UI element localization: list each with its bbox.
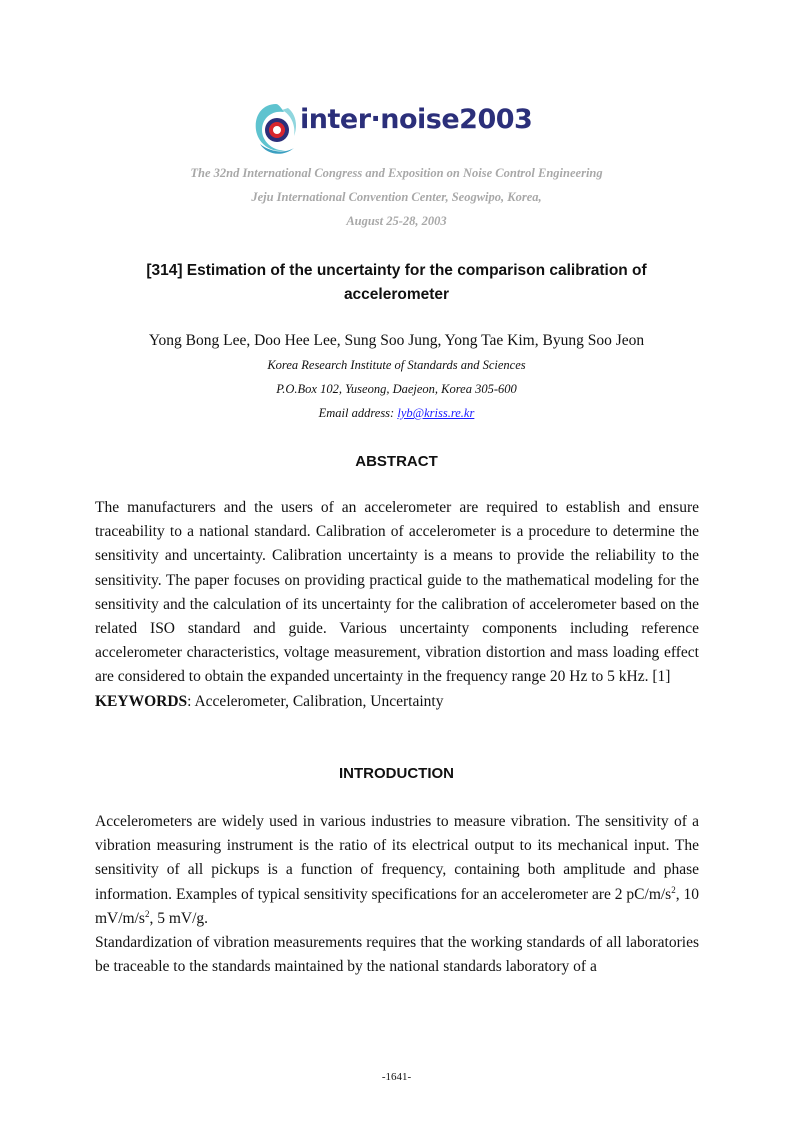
paper-title xyxy=(100,259,693,307)
paper-title-line2: accelerometer xyxy=(343,286,450,303)
conference-name: The 32nd International Congress and Exposition on Noise Control Engineering xyxy=(190,166,603,180)
keywords-list: : Accelerometer, Calibration, Uncertainty xyxy=(187,692,444,710)
abstract-heading: ABSTRACT xyxy=(355,453,438,470)
intro-text-b: , 10 mV/m/s xyxy=(95,885,699,927)
introduction-heading: INTRODUCTION xyxy=(339,765,454,782)
affiliation-address: P.O.Box 102, Yuseong, Daejeon, Korea 305-600 xyxy=(276,382,517,396)
conference-logo xyxy=(252,100,542,158)
swirl-logo-icon xyxy=(252,100,300,158)
introduction-paragraph-2: Standardization of vibration measurements requires that the working standards of all laboratories be traceable to the standards maintained by the national standards laboratory of a xyxy=(95,934,699,976)
abstract-paragraph: The manufacturers and the users of an accelerometer are required to establish and ensure traceability to a national standard. Calibration of accelerometer is a procedure to determine the sensitivity and uncertainty. Calibration uncertainty is a means to provide the reliability to the sensitivity. The paper focuses on providing practical guide to the mathematical modeling for the sensitivity and the calculation of its uncertainty for the calibration of accelerometer based on the related ISO standard and guide. Various uncertainty components including reference accelerometer characteristics, voltage measurement, vibration distortion and mass loading effect are considered to obtain the expanded uncertainty in the frequency range 20 Hz to 5 kHz. [1] xyxy=(95,499,699,686)
conference-dates: August 25-28, 2003 xyxy=(346,214,447,228)
introduction-paragraph-1 xyxy=(95,810,699,931)
email-label: Email address: xyxy=(318,406,398,420)
email-link[interactable]: lyb@kriss.re.kr xyxy=(397,406,475,420)
page-number: -1641- xyxy=(381,1071,412,1083)
affiliation-institute: Korea Research Institute of Standards and Sciences xyxy=(267,358,526,372)
paper-title-line1: [314] Estimation of the uncertainty for the comparison calibration of xyxy=(146,262,647,279)
keywords-line xyxy=(95,690,699,714)
logo-wordmark: inter·noise2003 xyxy=(300,104,533,135)
keywords-label: KEYWORDS xyxy=(95,692,188,710)
intro-text-c: , 5 mV/g. xyxy=(149,909,209,927)
conference-venue: Jeju International Convention Center, Seogwipo, Korea, xyxy=(251,190,542,204)
author-list: Yong Bong Lee, Doo Hee Lee, Sung Soo Jung, Yong Tae Kim, Byung Soo Jeon xyxy=(148,332,645,349)
superscript-squared: 2 xyxy=(144,908,150,919)
introduction-body xyxy=(95,810,699,979)
abstract-body xyxy=(95,496,699,714)
affiliation-email xyxy=(0,406,793,421)
intro-text-a: Accelerometers are widely used in various industries to measure vibration. The sensitivity of a vibration measuring instrument is the ratio of its electrical output to its mechanical input. The sensitivity of all pickups is a function of frequency, containing both amplitude and phase information. Examples of typical sensitivity specifications for an accelerometer are 2 pC/m/s xyxy=(95,813,699,903)
superscript-squared: 2 xyxy=(671,884,676,895)
